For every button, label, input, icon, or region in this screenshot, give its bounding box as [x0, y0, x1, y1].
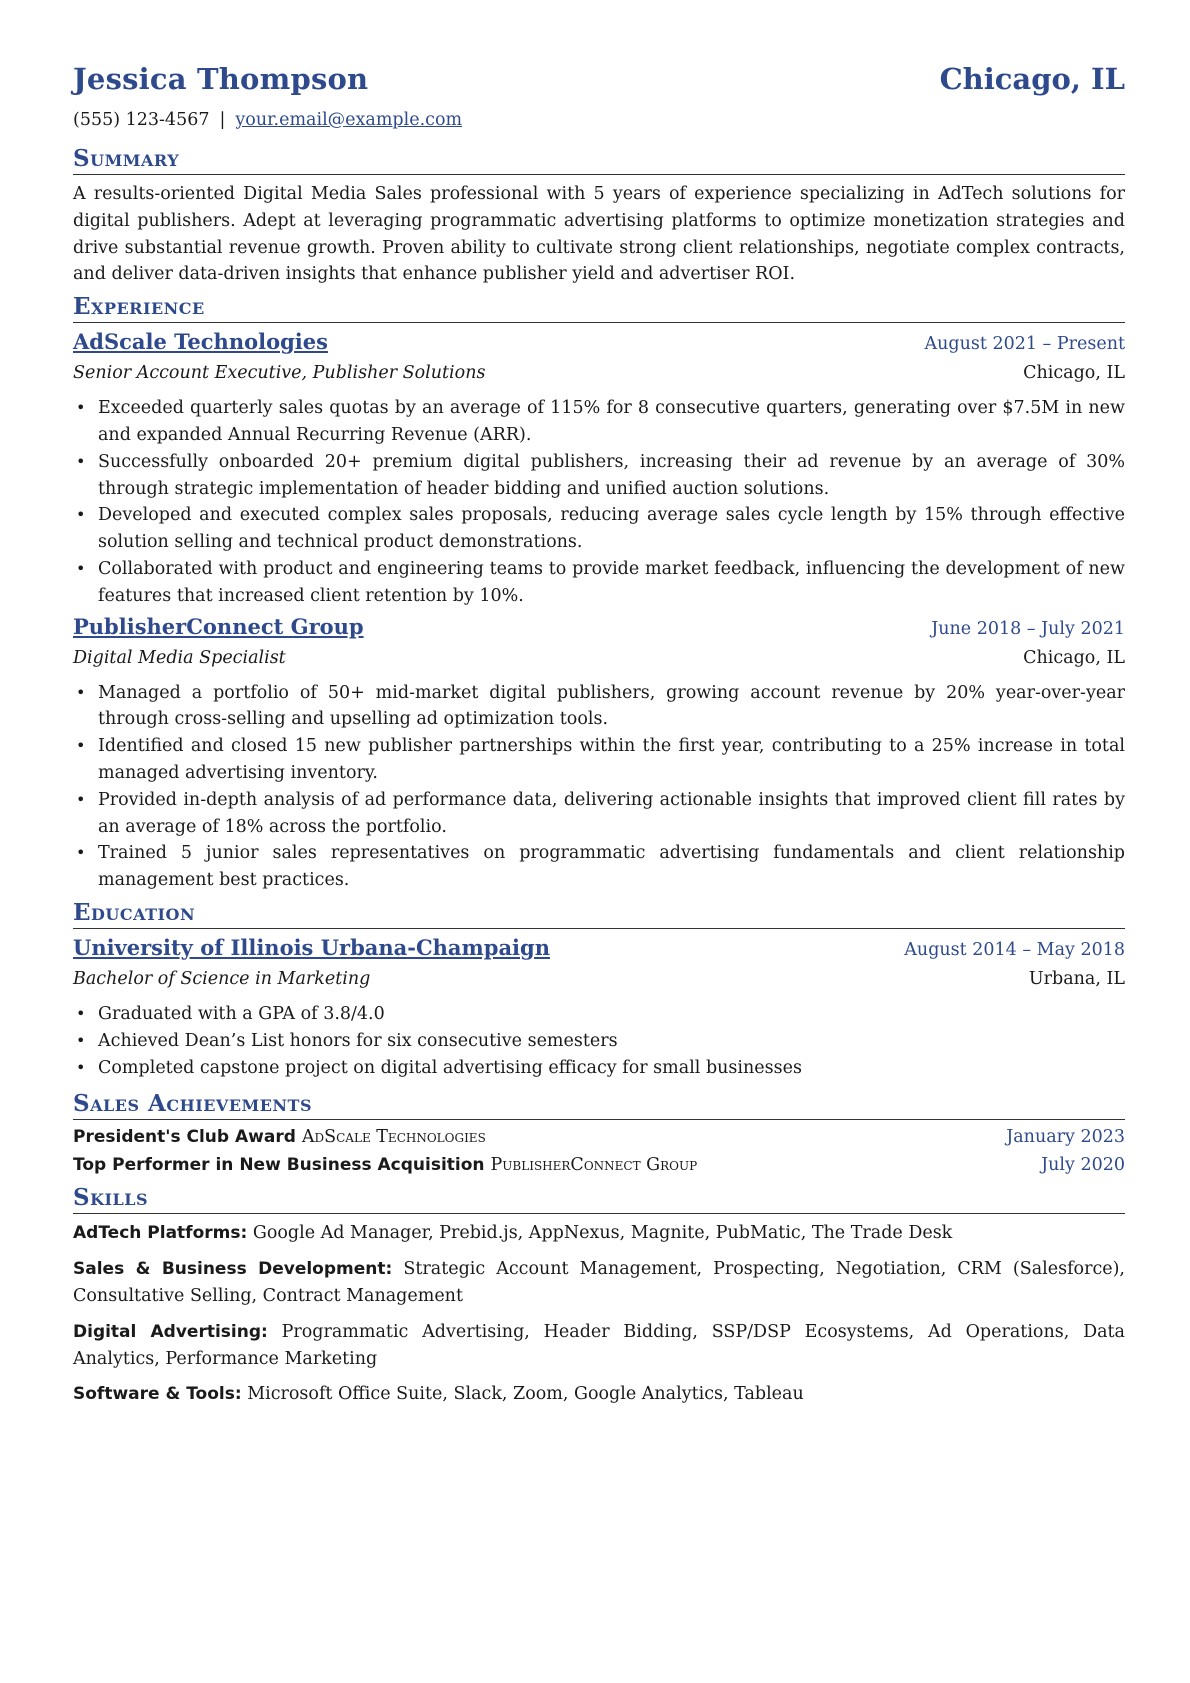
skill-row	[73, 1256, 1125, 1310]
skill-label: Software & Tools:	[73, 1384, 242, 1405]
bullet-item: • Identified and closed 15 new publisher partnerships within the first year, contributing to a 25% increase in total managed advertising inventory.	[98, 733, 1125, 787]
skill-row	[73, 1319, 1125, 1373]
award-date: January 2023	[1006, 1127, 1125, 1148]
bullet-item: • Achieved Dean’s List honors for six consecutive semesters	[98, 1028, 1125, 1055]
job-entry	[73, 327, 1125, 609]
section-title-skills: Skills	[73, 1183, 1125, 1214]
degree: Bachelor of Science in Marketing	[73, 968, 371, 989]
summary-text: A results-oriented Digital Media Sales professional with 5 years of experience specializing in AdTech solutions for digital publishers. Adept at leveraging programmatic advertising platforms to optimize monetization strategies and drive substantial revenue growth. Proven ability to cultivate strong client relationships, negotiate complex contracts, and deliver data-driven insights that enhance publisher yield and advertiser ROI.	[73, 184, 1125, 285]
job-location: Chicago, IL	[1023, 363, 1125, 384]
section-title-education: Education	[73, 898, 1125, 929]
candidate-name: Jessica Thompson	[73, 62, 369, 96]
award-org: PublisherConnect Group	[490, 1154, 698, 1175]
email-link[interactable]: your.email@example.com	[235, 110, 463, 130]
company-name[interactable]: AdScale Technologies	[73, 329, 328, 355]
bullet-item: • Successfully onboarded 20+ premium digital publishers, increasing their ad revenue by an average of 30% through strategic implementation of header bidding and unified auction solutions.	[98, 449, 1125, 503]
bullet-item: • Exceeded quarterly sales quotas by an average of 115% for 8 consecutive quarters, generating over $7.5M in new and expanded Annual Recurring Revenue (ARR).	[98, 395, 1125, 449]
bullet-item: • Provided in-depth analysis of ad performance data, delivering actionable insights that improved client fill rates by an average of 18% across the portfolio.	[98, 787, 1125, 841]
award-name: Top Performer in New Business Acquisition	[73, 1154, 485, 1175]
section-title-achievements: Sales Achievements	[73, 1089, 1125, 1120]
achievement-row	[73, 1152, 1125, 1180]
job-title: Digital Media Specialist	[73, 647, 286, 668]
skill-label: AdTech Platforms:	[73, 1223, 248, 1244]
skills-section	[73, 1183, 1125, 1408]
job-bullets	[73, 680, 1125, 894]
skill-value: Programmatic Advertising, Header Bidding, SSP/DSP Ecosystems, Ad Operations, Data Analytics, Performance Marketing	[73, 1321, 1125, 1369]
achievement-row	[73, 1124, 1125, 1152]
job-dates: August 2021 – Present	[924, 334, 1125, 355]
skill-label: Sales & Business Development:	[73, 1259, 393, 1280]
bullet-item: • Managed a portfolio of 50+ mid-market digital publishers, growing account revenue by 20% year-over-year through cross-selling and upselling ad optimization tools.	[98, 680, 1125, 734]
award-date: July 2020	[1041, 1154, 1125, 1175]
education-dates: August 2014 – May 2018	[904, 939, 1125, 960]
experience-section	[73, 292, 1125, 894]
job-title: Senior Account Executive, Publisher Solutions	[73, 363, 486, 384]
skill-value: Microsoft Office Suite, Slack, Zoom, Google Analytics, Tableau	[247, 1384, 804, 1405]
education-section	[73, 898, 1125, 1081]
achievements-section	[73, 1089, 1125, 1179]
education-bullets	[73, 1001, 1125, 1081]
award-name: President's Club Award	[73, 1127, 296, 1148]
section-title-summary: Summary	[73, 144, 1125, 175]
candidate-location: Chicago, IL	[939, 62, 1125, 96]
section-title-experience: Experience	[73, 292, 1125, 323]
award-org: AdScale Technologies	[301, 1127, 486, 1148]
resume-page	[73, 62, 1125, 1417]
job-location: Chicago, IL	[1023, 647, 1125, 668]
skill-row	[73, 1220, 1125, 1247]
skill-value: Google Ad Manager, Prebid.js, AppNexus, Magnite, PubMatic, The Trade Desk	[252, 1223, 953, 1244]
contact-line	[73, 110, 1125, 136]
job-dates: June 2018 – July 2021	[931, 618, 1125, 639]
bullet-item: • Developed and executed complex sales proposals, reducing average sales cycle length by 15% through effective solution selling and technical product demonstrations.	[98, 502, 1125, 556]
school-name[interactable]: University of Illinois Urbana-Champaign	[73, 934, 550, 960]
job-bullets	[73, 395, 1125, 609]
bullet-item: • Graduated with a GPA of 3.8/4.0	[98, 1001, 1125, 1028]
bullet-item: • Collaborated with product and engineering teams to provide market feedback, influencing the development of new features that increased client retention by 10%.	[98, 556, 1125, 610]
skill-label: Digital Advertising:	[73, 1321, 268, 1342]
bullet-item: • Trained 5 junior sales representatives on programmatic advertising fundamentals and client relationship management best practices.	[98, 840, 1125, 894]
resume-header	[73, 62, 1125, 106]
contact-separator: |	[219, 110, 226, 130]
job-entry	[73, 612, 1125, 894]
skill-value: Strategic Account Management, Prospecting, Negotiation, CRM (Salesforce), Consultative Selling, Contract Management	[73, 1259, 1125, 1306]
education-location: Urbana, IL	[1028, 968, 1125, 989]
phone-number: (555) 123-4567	[73, 110, 210, 130]
bullet-item: • Completed capstone project on digital advertising efficacy for small businesses	[98, 1055, 1125, 1082]
company-name[interactable]: PublisherConnect Group	[73, 613, 364, 639]
skill-row	[73, 1381, 1125, 1408]
summary-section	[73, 144, 1125, 288]
